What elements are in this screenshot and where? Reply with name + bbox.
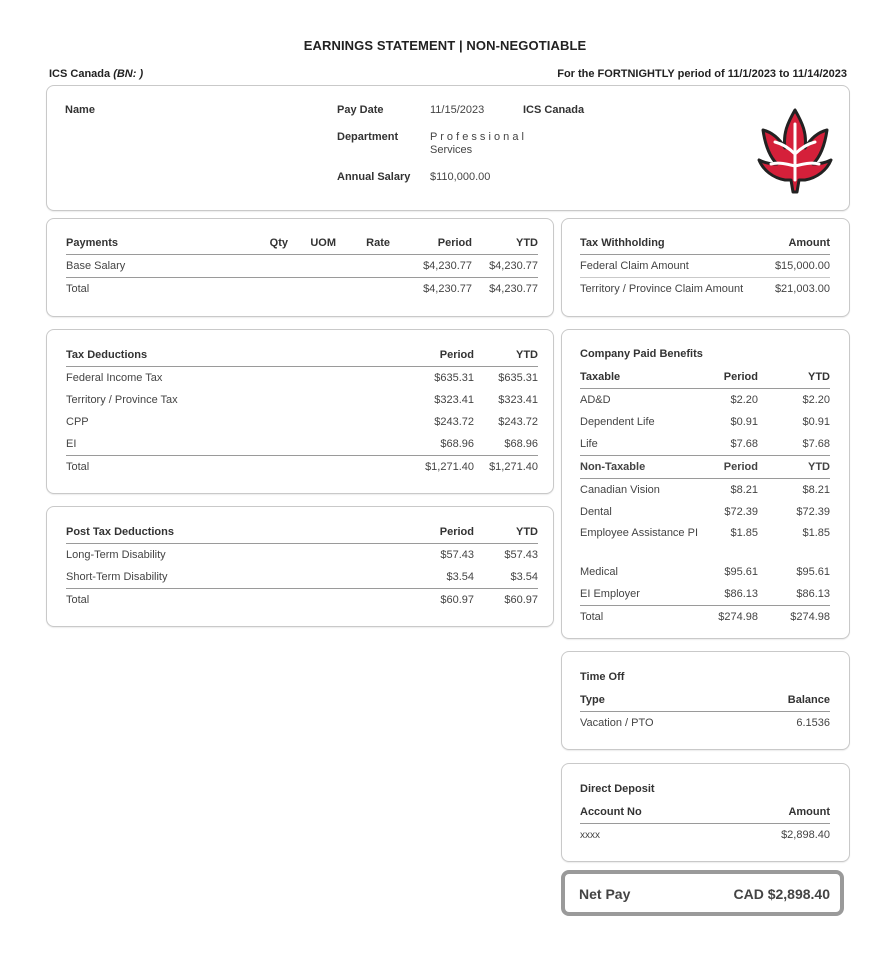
table-header-row bbox=[66, 521, 538, 544]
table-header-row bbox=[580, 232, 830, 255]
table-row bbox=[66, 389, 538, 411]
col-header: Period bbox=[708, 456, 758, 479]
table-row bbox=[580, 255, 830, 278]
table-row bbox=[580, 561, 830, 583]
department-value-line2: Services bbox=[430, 144, 473, 156]
table-row bbox=[66, 433, 538, 456]
period-cell: $1.85 bbox=[730, 527, 758, 539]
tax-deductions-table bbox=[66, 344, 538, 478]
col-header: YTD bbox=[474, 344, 538, 367]
row-label: CPP bbox=[66, 416, 89, 428]
time-off-title: Time Off bbox=[580, 671, 625, 683]
col-header: Type bbox=[580, 689, 750, 712]
col-header: Rate bbox=[336, 232, 390, 255]
employee-info-box bbox=[46, 85, 850, 211]
amount-cell: $15,000.00 bbox=[774, 260, 830, 272]
pay-period: For the FORTNIGHTLY period of 11/1/2023 to 11/14/2023 bbox=[557, 68, 847, 80]
col-header: Payments bbox=[66, 232, 246, 255]
rate-cell bbox=[336, 255, 390, 278]
time-off-table bbox=[580, 689, 830, 734]
company-name: ICS Canada bbox=[49, 68, 111, 80]
col-header: Period bbox=[392, 521, 474, 544]
direct-deposit-title: Direct Deposit bbox=[580, 783, 655, 795]
account-cell: xxxx bbox=[580, 829, 600, 841]
total-row bbox=[580, 606, 830, 629]
table-header-row bbox=[580, 689, 830, 712]
net-pay-amount: CAD $2,898.40 bbox=[733, 886, 830, 902]
col-header: Period bbox=[392, 344, 474, 367]
uom-cell bbox=[288, 255, 336, 278]
ytd-cell: $243.72 bbox=[498, 416, 538, 428]
table-header-row bbox=[66, 344, 538, 367]
period-cell: $86.13 bbox=[724, 588, 758, 600]
row-label: Medical bbox=[580, 566, 618, 578]
table-row bbox=[66, 255, 538, 278]
table-row bbox=[66, 411, 538, 433]
ytd-cell: $4,230.77 bbox=[472, 278, 538, 301]
total-label: Total bbox=[66, 278, 246, 301]
company-line bbox=[49, 68, 143, 80]
row-label: Dependent Life bbox=[580, 416, 655, 428]
nontaxable-header-row bbox=[580, 456, 830, 479]
period-cell: $1,271.40 bbox=[392, 456, 474, 479]
col-header: Account No bbox=[580, 801, 750, 824]
col-header: Amount bbox=[750, 801, 830, 824]
total-label: Total bbox=[580, 606, 708, 629]
row-label: Short-Term Disability bbox=[66, 571, 168, 583]
col-header: Non-Taxable bbox=[580, 456, 708, 479]
employer-name: ICS Canada bbox=[523, 104, 585, 116]
table-row bbox=[580, 583, 830, 606]
table-row bbox=[66, 367, 538, 390]
col-header: Post Tax Deductions bbox=[66, 521, 392, 544]
direct-deposit-table bbox=[580, 801, 830, 846]
row-label: Employee Assistance PI bbox=[580, 527, 699, 539]
net-pay-label: Net Pay bbox=[579, 886, 631, 902]
pay-date-label: Pay Date bbox=[337, 104, 384, 116]
benefits-table bbox=[580, 366, 830, 628]
ytd-cell: $57.43 bbox=[504, 549, 538, 561]
col-header: Balance bbox=[750, 689, 830, 712]
tax-withholding-table bbox=[580, 232, 830, 300]
annual-salary-label: Annual Salary bbox=[337, 171, 411, 183]
period-cell: $243.72 bbox=[434, 416, 474, 428]
period-cell: $7.68 bbox=[730, 438, 758, 450]
table-row bbox=[580, 824, 830, 847]
col-header: Tax Withholding bbox=[580, 232, 750, 255]
row-label: Territory / Province Tax bbox=[66, 394, 178, 406]
ytd-cell: $1.85 bbox=[802, 527, 830, 539]
row-label: Canadian Vision bbox=[580, 484, 660, 496]
period-cell: $2.20 bbox=[730, 394, 758, 406]
col-header: YTD bbox=[472, 232, 538, 255]
ytd-cell: $68.96 bbox=[504, 438, 538, 450]
annual-salary-value: $110,000.00 bbox=[430, 171, 491, 183]
period-cell: $0.91 bbox=[730, 416, 758, 428]
table-row bbox=[580, 523, 830, 561]
row-label: Life bbox=[580, 438, 598, 450]
ytd-cell: $1,271.40 bbox=[474, 456, 538, 479]
balance-cell: 6.1536 bbox=[796, 717, 830, 729]
ytd-cell: $72.39 bbox=[796, 506, 830, 518]
period-cell: $3.54 bbox=[446, 571, 474, 583]
post-tax-deductions-table bbox=[66, 521, 538, 611]
ytd-cell: $3.54 bbox=[510, 571, 538, 583]
total-row bbox=[66, 278, 538, 301]
table-row bbox=[580, 712, 830, 735]
row-label: Territory / Province Claim Amount bbox=[580, 283, 744, 295]
department-label: Department bbox=[337, 131, 399, 143]
ytd-cell: $2.20 bbox=[802, 394, 830, 406]
ytd-cell: $635.31 bbox=[498, 372, 538, 384]
period-cell: $635.31 bbox=[434, 372, 474, 384]
department-value-line1: P r o f e s s i o n a l bbox=[430, 131, 524, 143]
col-header: UOM bbox=[288, 232, 336, 255]
table-row bbox=[66, 544, 538, 567]
row-label: EI bbox=[66, 438, 77, 450]
name-label: Name bbox=[65, 104, 95, 116]
period-cell: $4,230.77 bbox=[390, 278, 472, 301]
ytd-cell: $323.41 bbox=[498, 394, 538, 406]
row-label: Long-Term Disability bbox=[66, 549, 166, 561]
table-row bbox=[580, 278, 830, 301]
period-cell: $68.96 bbox=[440, 438, 474, 450]
total-label: Total bbox=[66, 589, 392, 612]
payments-table bbox=[66, 232, 538, 300]
period-cell: $274.98 bbox=[708, 606, 758, 629]
row-label: Dental bbox=[580, 506, 612, 518]
col-header: Taxable bbox=[580, 366, 708, 389]
total-row bbox=[66, 456, 538, 479]
period-cell: $95.61 bbox=[724, 566, 758, 578]
ytd-cell: $95.61 bbox=[796, 566, 830, 578]
table-row bbox=[580, 411, 830, 433]
table-row bbox=[580, 433, 830, 456]
maple-leaf-icon bbox=[757, 104, 833, 196]
table-header-row bbox=[66, 232, 538, 255]
table-row bbox=[580, 501, 830, 523]
ytd-cell: $4,230.77 bbox=[489, 260, 538, 272]
period-cell: $60.97 bbox=[392, 589, 474, 612]
total-row bbox=[66, 589, 538, 612]
total-label: Total bbox=[66, 456, 392, 479]
row-label: Vacation / PTO bbox=[580, 717, 654, 729]
row-label: Federal Claim Amount bbox=[580, 260, 689, 272]
table-row bbox=[580, 389, 830, 412]
ytd-cell: $60.97 bbox=[474, 589, 538, 612]
pay-date-value: 11/15/2023 bbox=[430, 104, 485, 116]
col-header: YTD bbox=[758, 456, 830, 479]
col-header: Amount bbox=[750, 232, 830, 255]
row-label: Base Salary bbox=[66, 260, 126, 272]
table-header-row bbox=[580, 801, 830, 824]
ytd-cell: $7.68 bbox=[802, 438, 830, 450]
period-cell: $323.41 bbox=[434, 394, 474, 406]
amount-cell: $2,898.40 bbox=[781, 829, 830, 841]
col-header: Period bbox=[708, 366, 758, 389]
col-header: Qty bbox=[246, 232, 288, 255]
ytd-cell: $0.91 bbox=[802, 416, 830, 428]
row-label: Federal Income Tax bbox=[66, 372, 163, 384]
table-row bbox=[580, 479, 830, 502]
taxable-header-row bbox=[580, 366, 830, 389]
period-cell: $4,230.77 bbox=[423, 260, 472, 272]
period-cell: $8.21 bbox=[730, 484, 758, 496]
qty-cell bbox=[246, 255, 288, 278]
ytd-cell: $86.13 bbox=[796, 588, 830, 600]
statement-title: EARNINGS STATEMENT | NON-NEGOTIABLE bbox=[303, 38, 587, 53]
benefits-title: Company Paid Benefits bbox=[580, 348, 703, 360]
period-cell: $72.39 bbox=[724, 506, 758, 518]
row-label: AD&D bbox=[580, 394, 611, 406]
col-header: YTD bbox=[474, 521, 538, 544]
net-pay-box bbox=[561, 870, 844, 916]
table-row bbox=[66, 566, 538, 589]
ytd-cell: $8.21 bbox=[802, 484, 830, 496]
col-header: YTD bbox=[758, 366, 830, 389]
col-header: Tax Deductions bbox=[66, 344, 392, 367]
row-label: EI Employer bbox=[580, 588, 640, 600]
amount-cell: $21,003.00 bbox=[774, 283, 830, 295]
ytd-cell: $274.98 bbox=[758, 606, 830, 629]
company-bn: (BN: ) bbox=[113, 68, 144, 80]
period-cell: $57.43 bbox=[440, 549, 474, 561]
col-header: Period bbox=[390, 232, 472, 255]
